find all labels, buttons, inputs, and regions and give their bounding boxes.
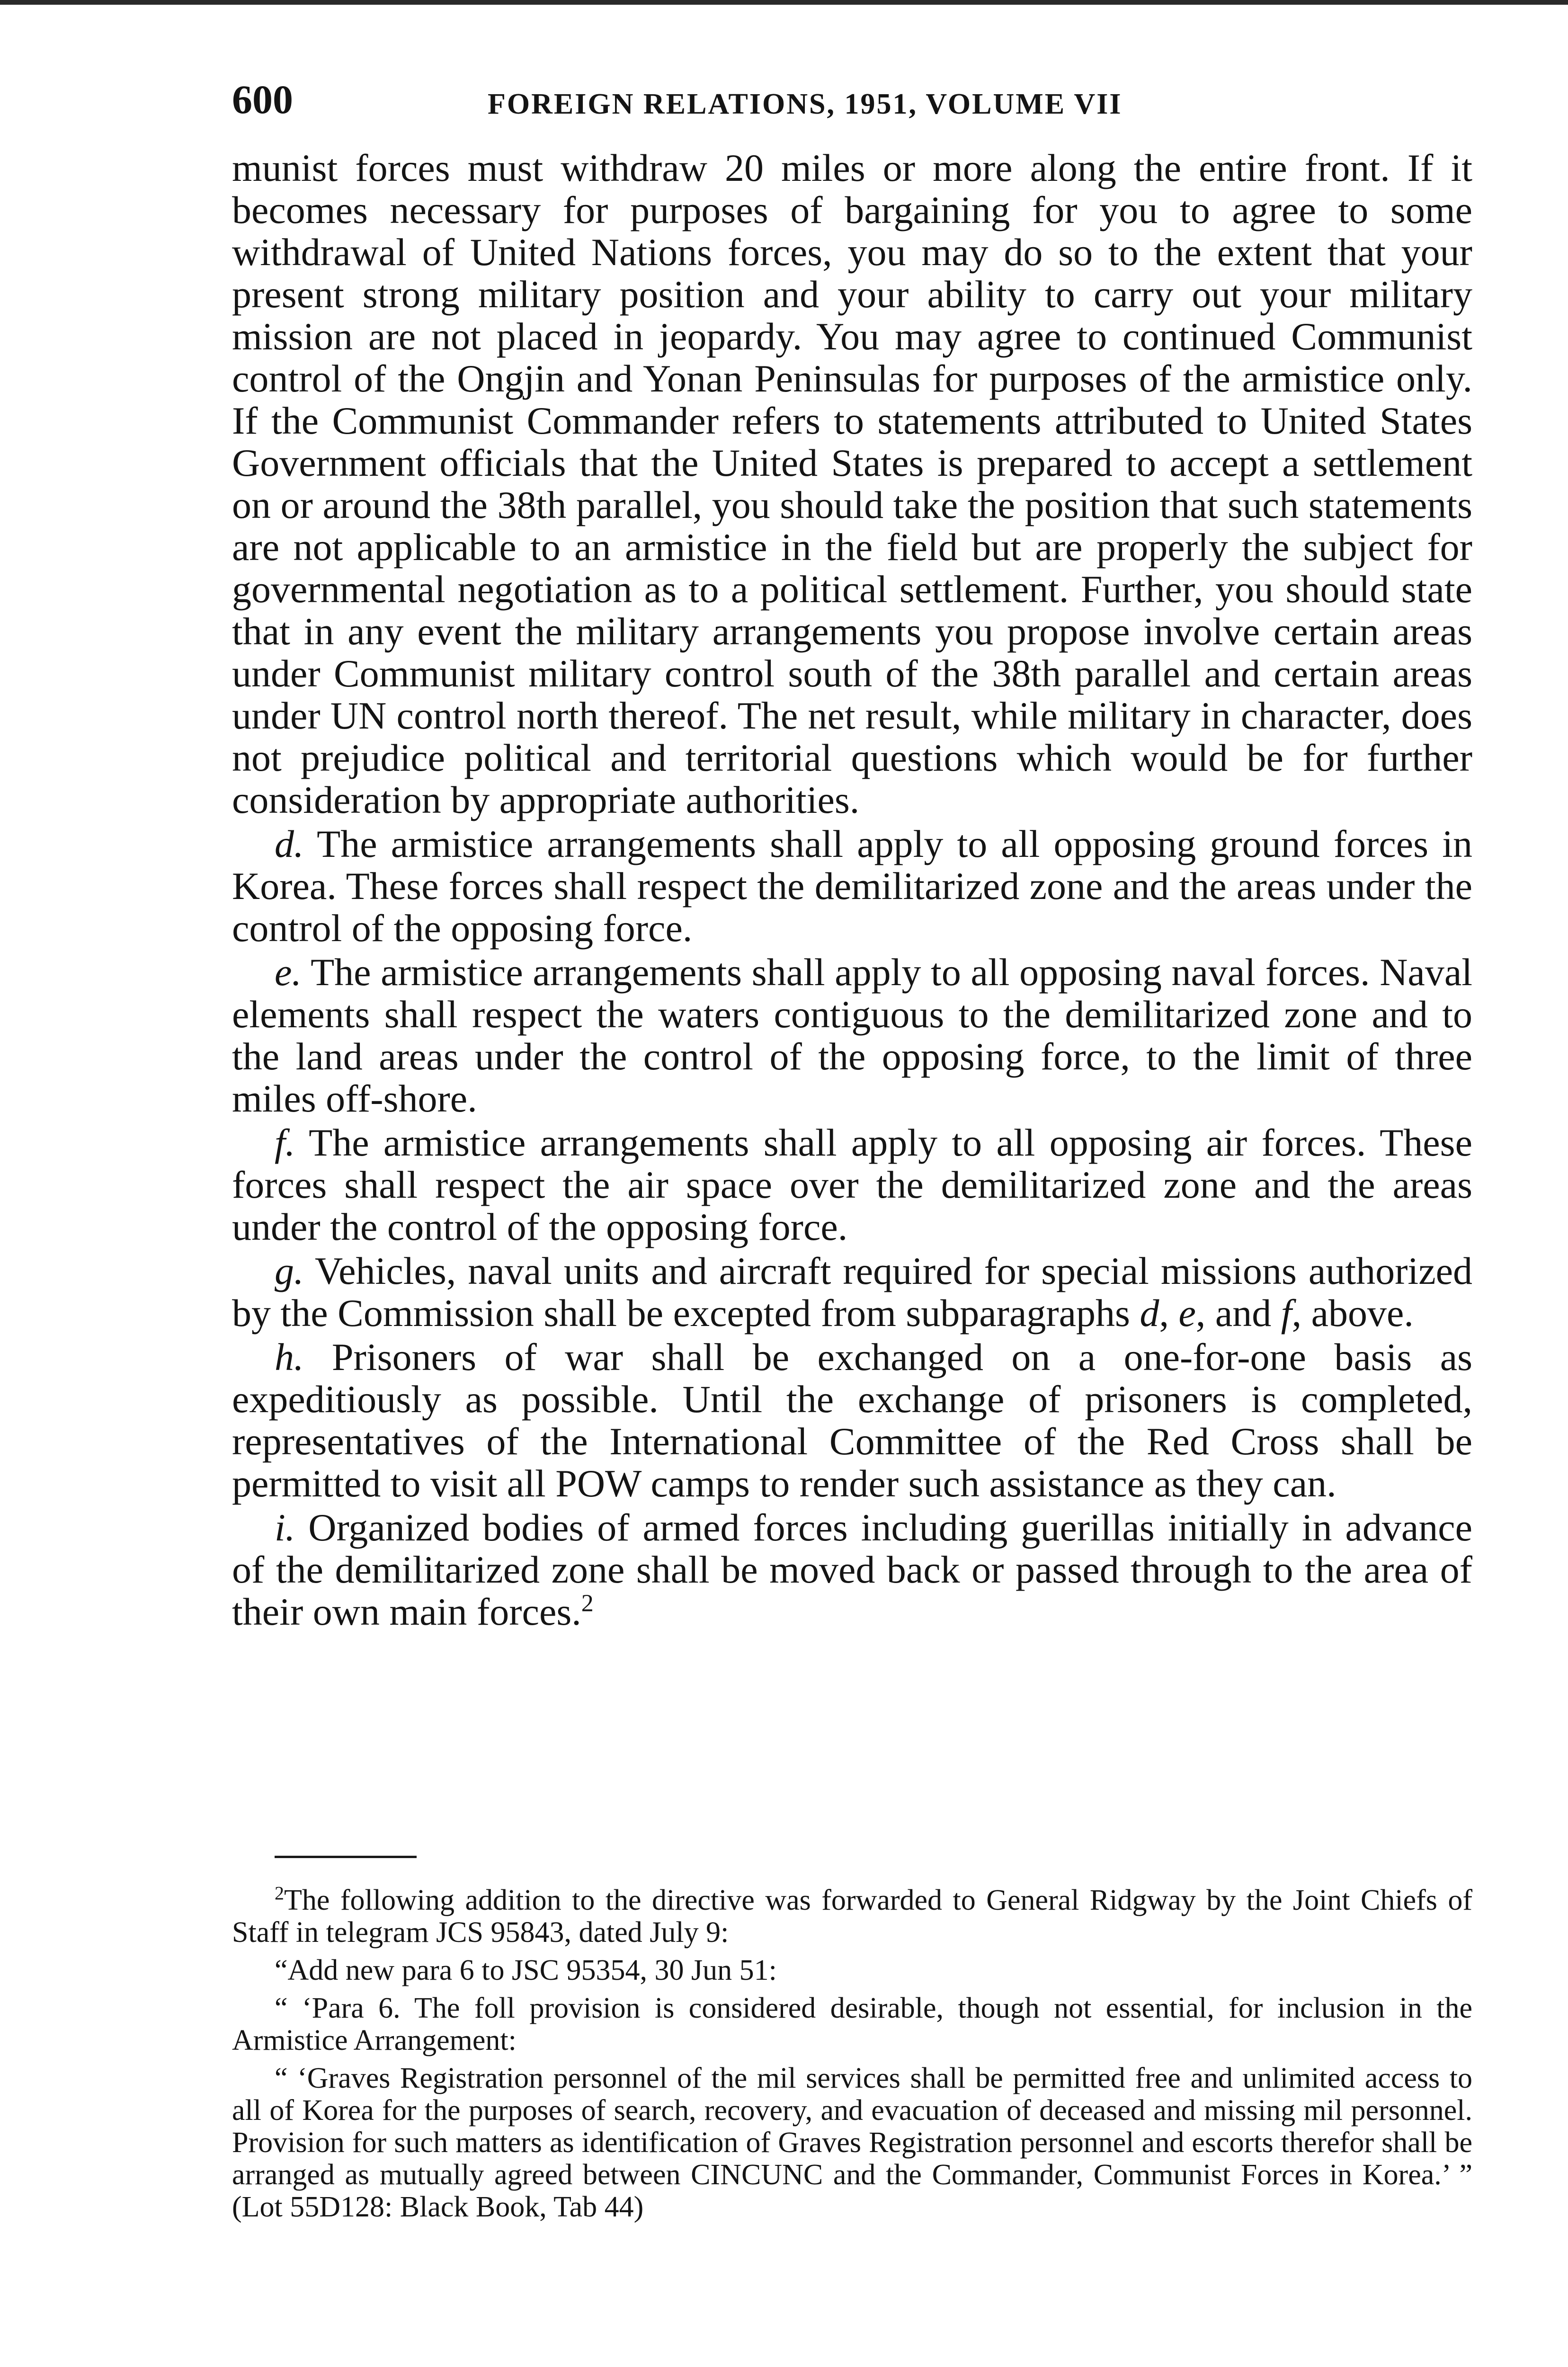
paragraph-i: [232, 1506, 1472, 1633]
continuation-paragraph: munist forces must withdraw 20 miles or more along the entire front. If it becomes necessary for purposes of bargaining for you to agree to some withdrawal of United Nations forces, you may do so to the extent that your present strong military position and your ability to carry out your military mission are not placed in jeopardy. You may agree to continued Communist control of the Ongjin and Yonan Peninsulas for purposes of the armistice only. If the Communist Commander refers to statements attributed to United States Government officials that the United States is prepared to accept a settlement on or around the 38th parallel, you should take the position that such statements are not applicable to an armistice in the field but are properly the subject for governmental negotiation as to a political settlement. Further, you should state that in any event the military arrangements you propose involve certain areas under Communist military control south of the 38th parallel and certain areas under UN control north thereof. The net result, while military in character, does not prejudice political and territorial questions which would be for further consideration by appropriate authorities.: [232, 146, 1472, 821]
footnote-marker: 2: [275, 1882, 284, 1904]
paragraph-label: h.: [275, 1335, 304, 1379]
paragraph-h: [232, 1336, 1472, 1504]
footnote-intro: The following addition to the directive was forwarded to General Ridgway by the Joint Chiefs of Staff in telegram JCS 95843, dated July 9:: [232, 1884, 1472, 1949]
footnote-divider: [275, 1856, 417, 1858]
footnote-quote-2: “ ‘Para 6. The foll provision is considered desirable, though not essential, for inclusion in the Armistice Arrangement:: [232, 1992, 1472, 2056]
paragraph-label: g.: [275, 1249, 304, 1292]
body-text: [232, 147, 1472, 1635]
footnotes: [232, 1884, 1472, 2229]
subparagraph-ref-d: d: [1140, 1291, 1159, 1335]
paragraph-text: The armistice arrangements shall apply to all opposing naval forces. Naval elements shall respect the waters contiguous to the demilitarized zone and to the land areas under the control of the opposing force, to the limit of three miles off-shore.: [232, 951, 1472, 1120]
paragraph-label: f.: [275, 1121, 295, 1164]
subparagraph-ref-e: e: [1178, 1291, 1196, 1335]
paragraph-f: [232, 1121, 1472, 1248]
scan-top-edge: [0, 0, 1568, 5]
paragraph-text: Organized bodies of armed forces including guerillas initially in advance of the demilitarized zone shall be moved back or passed through to the area of their own main forces.: [232, 1506, 1473, 1633]
footnote-reference[interactable]: 2: [581, 1590, 594, 1617]
paragraph-label: e.: [275, 951, 302, 994]
page-number: 600: [232, 77, 293, 122]
paragraph-text: Vehicles, naval units and aircraft required for special missions authorized by the Commission shall be excepted from subparagraphs: [232, 1249, 1472, 1335]
paragraph-d: [232, 823, 1472, 949]
paragraph-text: Prisoners of war shall be exchanged on a one-for-one basis as expeditiously as possible. Until the exchange of prisoners is completed, representatives of the International Committee of the Red Cross shall be permitted to visit all POW camps to render such assistance as they can.: [232, 1335, 1472, 1505]
footnote-quote-1: “Add new para 6 to JSC 95354, 30 Jun 51:: [275, 1954, 777, 1986]
paragraph-g: [232, 1250, 1472, 1334]
page-header: [232, 66, 1472, 133]
separator: , and: [1195, 1291, 1281, 1335]
paragraph-label: d.: [275, 822, 304, 865]
running-head: FOREIGN RELATIONS, 1951, VOLUME VII: [488, 88, 1123, 120]
paragraph-e: [232, 951, 1472, 1120]
footnote-quote-3: “ ‘Graves Registration personnel of the mil services shall be permitted free and unlimited access to all of Korea for the purposes of search, recovery, and evacuation of deceased and missing mil personnel. Provision for such matters as identification of Graves Registration personnel and escorts therefor shall be arranged as mutually agreed between CINCUNC and the Commander, Communist Forces in Korea.’ ” (Lot 55D128: Black Book, Tab 44): [232, 2062, 1472, 2223]
footnote-2: [232, 1884, 1472, 1949]
paragraph-text: The armistice arrangements shall apply to all opposing air forces. These forces shall respect the air space over the demilitarized zone and the areas under the control of the opposing force.: [232, 1121, 1472, 1248]
paragraph-text-end: , above.: [1292, 1291, 1414, 1335]
separator: ,: [1159, 1291, 1179, 1335]
paragraph-label: i.: [275, 1506, 295, 1549]
paragraph-text: The armistice arrangements shall apply to all opposing ground forces in Korea. These forces shall respect the demilitarized zone and the areas under the control of the opposing force.: [232, 822, 1472, 950]
subparagraph-ref-f: f: [1281, 1291, 1292, 1335]
